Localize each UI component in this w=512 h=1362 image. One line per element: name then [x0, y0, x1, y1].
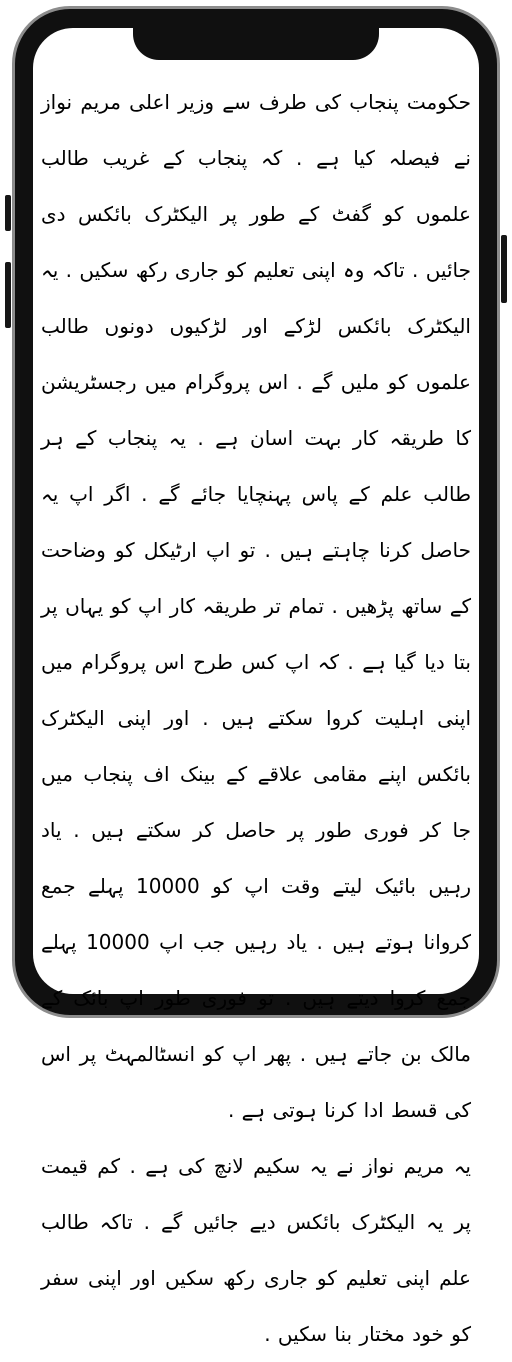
article-paragraph-2: یہ مریم نواز نے یہ سکیم لانچ کی ہے . کم قیمت پر یہ الیکٹرک بائکس دیے جائیں گے . تاکہ طالب علم اپنی تعلیم کو جاری رکھ سکیں اور اپنی سفر کو خود مختار بنا سکیں .: [41, 1154, 471, 1346]
phone-notch: [133, 22, 379, 60]
power-button: [501, 235, 507, 303]
article-body: [41, 74, 471, 1362]
article-container: [40, 74, 471, 1346]
article-paragraph-1: حکومت پنجاب کی طرف سے وزیر اعلی مریم نواز نے فیصلہ کیا ہے . کہ پنجاب کے غریب طالب علموں کو گفٹ کے طور پر الیکٹرک بائکس دی جائیں . تاکہ وہ اپنی تعلیم کو جاری رکھ سکیں . یہ الیکٹرک بائکس لڑکے اور لڑکیوں دونوں طالب علموں کو ملیں گے . اس پروگرام میں رجسٹریشن کا طریقہ کار بہت اسان ہے . یہ پنجاب کے ہر طالب علم کے پاس پہنچایا جائے گے . اگر اپ یہ حاصل کرنا چاہتے ہیں . تو اپ ارٹیکل کو وضاحت کے ساتھ پڑھیں . تمام تر طریقہ کار اپ کو یہاں پر بتا دیا گیا ہے . کہ اپ کس طرح اس پروگرام میں اپنی اہلیت کروا سکتے ہیں . اور اپنی الیکٹرک بائکس اپنے مقامی علاقے کے بینک اف پنجاب میں جا کر فوری طور پر حاصل کر سکتے ہیں . یاد رہیں بائیک لیتے وقت اپ کو 10000 پہلے جمع کروانا ہوتے ہیں . یاد رہیں جب اپ 10000 پہلے جمع کروا دیتے ہیں . تو فوری طور اپ بائک کے مالک بن جاتے ہیں . پھر اپ کو انسٹالمہٹ پر اس کی قسط ادا کرنا ہوتی ہے .: [40, 90, 471, 1122]
volume-button: [5, 262, 11, 328]
mute-switch: [5, 195, 11, 231]
phone-screen: [33, 28, 479, 1346]
